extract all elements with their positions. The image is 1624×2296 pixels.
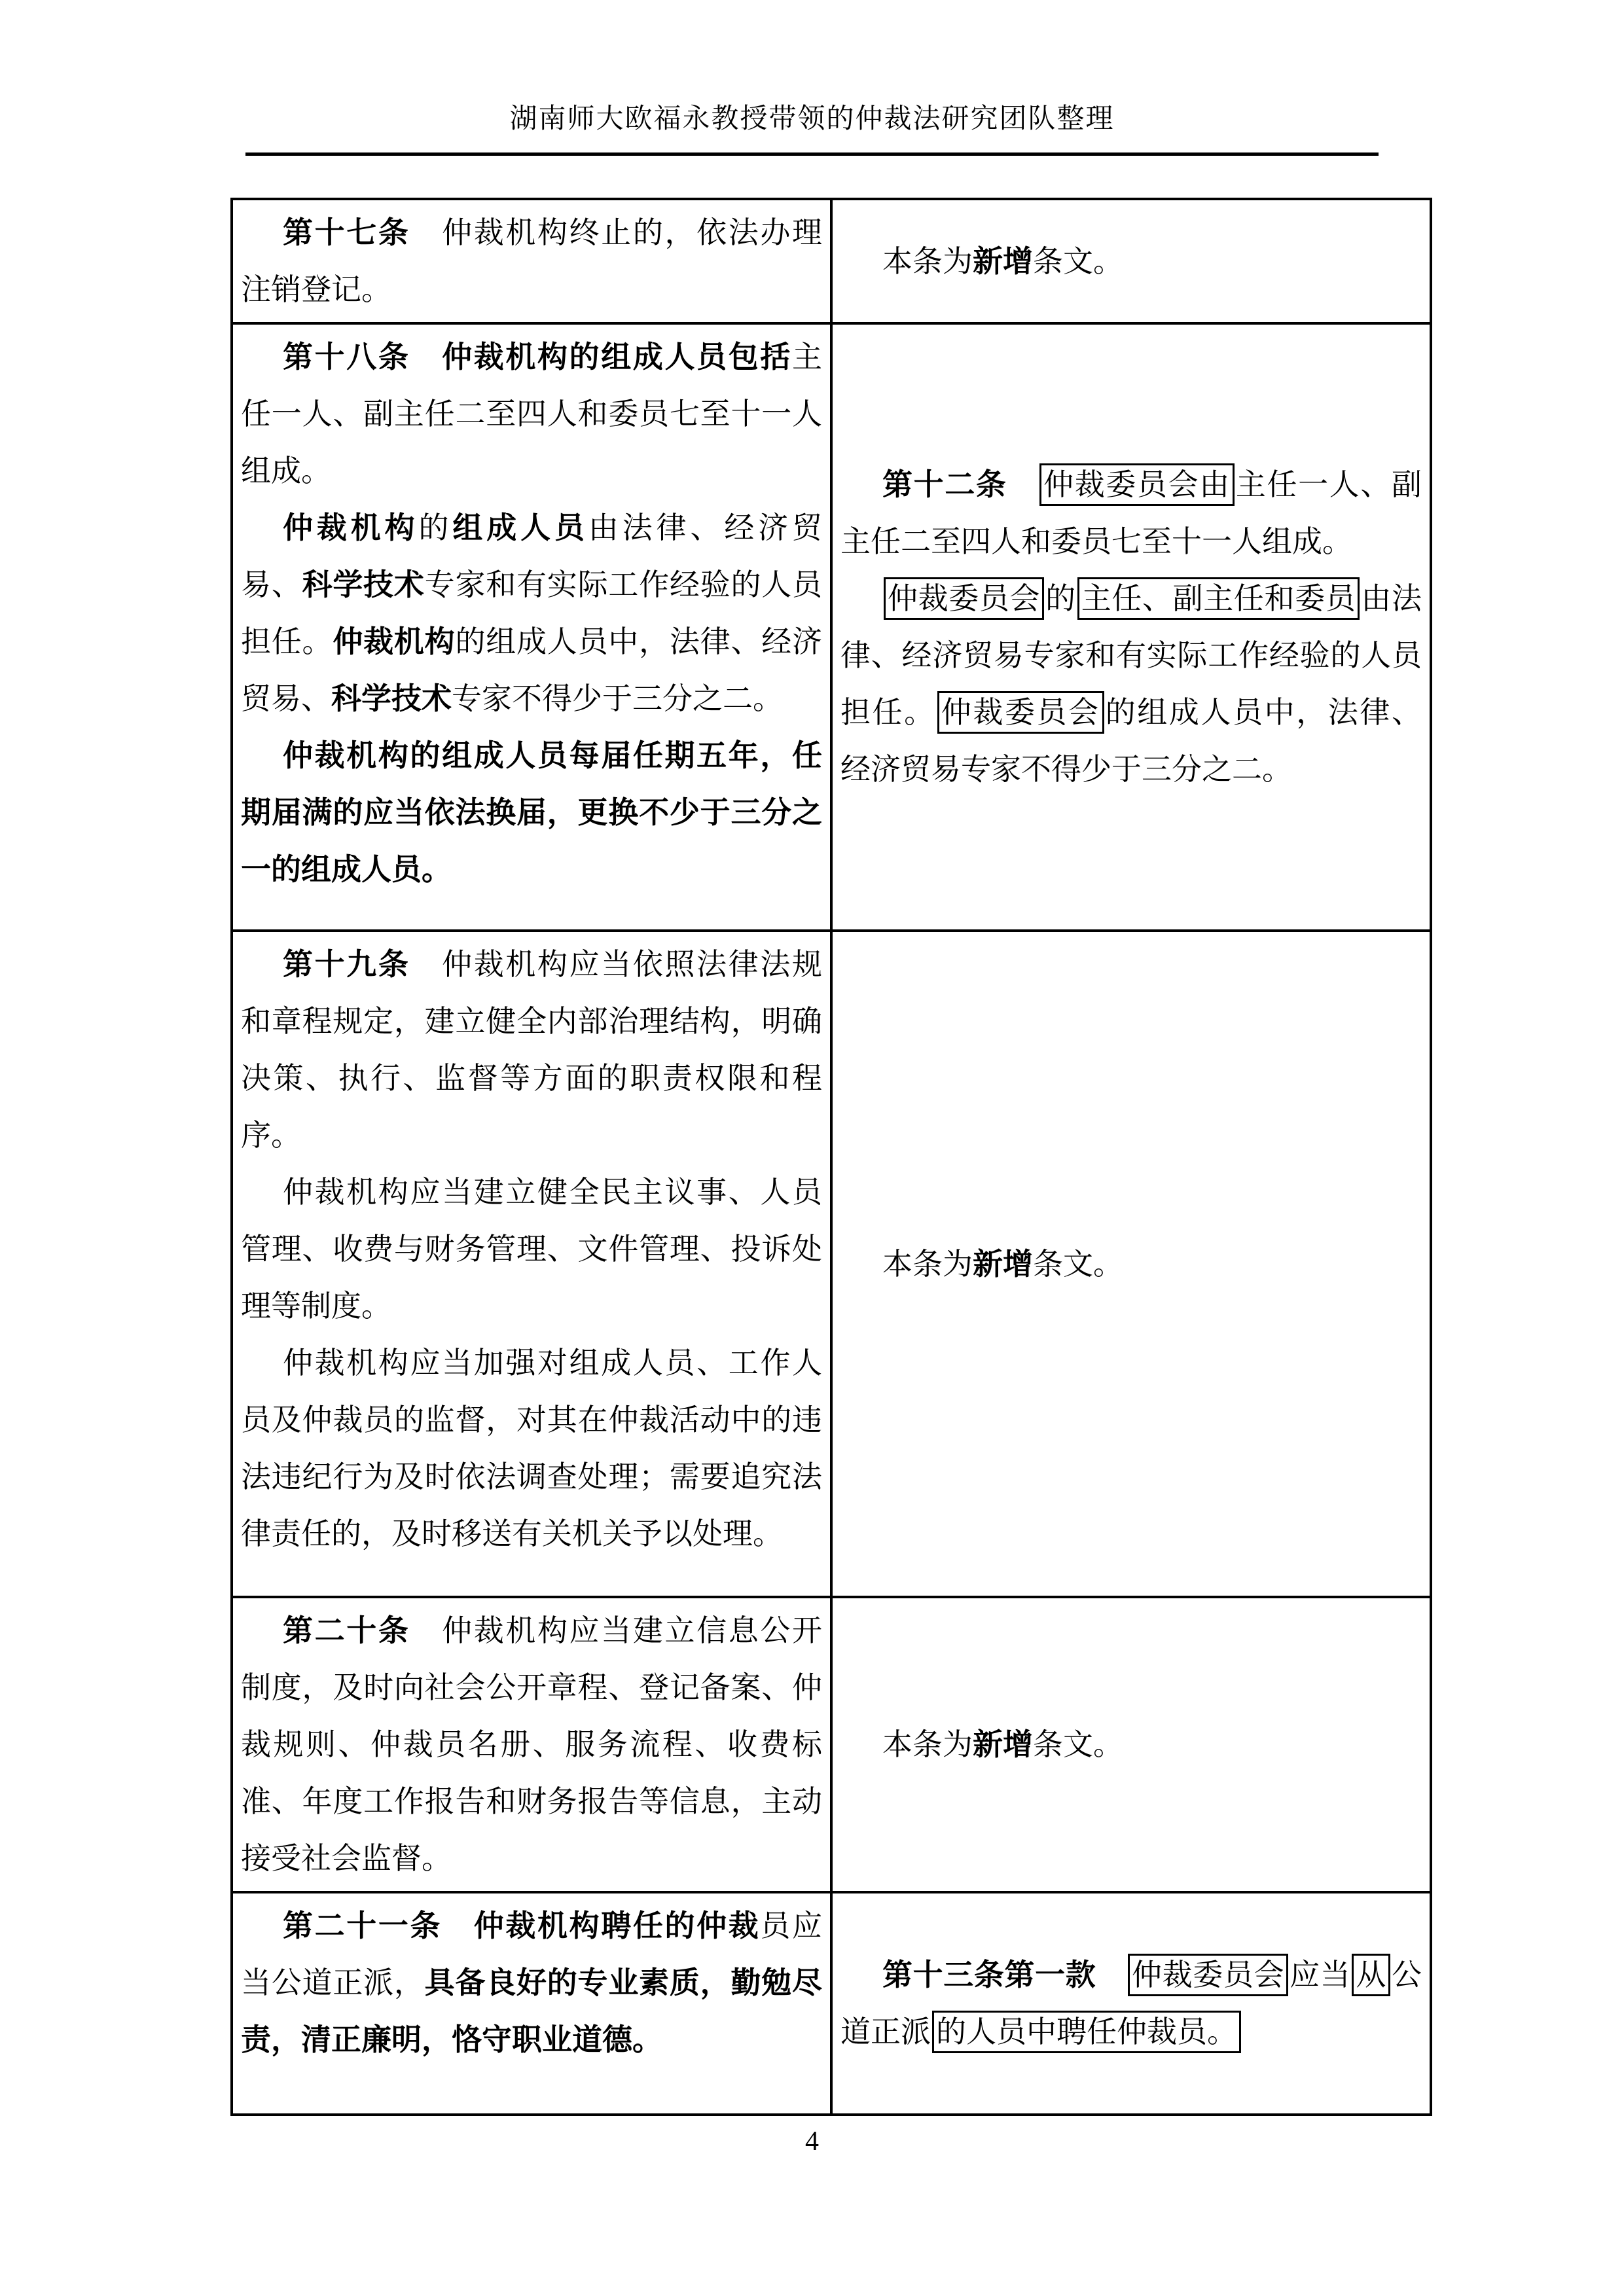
header-rule: [245, 152, 1379, 156]
boxed-text: 从: [1352, 1954, 1390, 1996]
comparison-table: [230, 198, 1432, 2116]
text-run: 本条为: [882, 1728, 973, 1761]
text-run: 本条为: [882, 1247, 973, 1281]
text-run: 的: [418, 511, 453, 545]
table-row: [232, 1597, 1431, 1892]
text-run: 条文。: [1033, 244, 1123, 278]
text-run: 由法律、经济贸易专家和有实际工作经验的人员担任。: [840, 582, 1422, 729]
bold-text: 第十九条: [283, 948, 442, 981]
boxed-text: 的人员中聘任仲裁员。: [932, 2011, 1241, 2053]
revised-draft-cell: [232, 1597, 831, 1892]
text-run: 仲裁机构应当加强对组成人员、工作人员及仲裁员的监督，对其在仲裁活动中的违法违纪行为及时依法调查处理；需要追究法律责任的，及时移送有关机关予以处理。: [241, 1346, 822, 1551]
current-law-cell: [831, 323, 1431, 931]
bold-text: 组成人员: [452, 511, 588, 545]
text-run: 仲裁机构应当建立信息公开制度，及时向社会公开章程、登记备案、仲裁规则、仲裁员名册、服务流程、收费标准、年度工作报告和财务报告等信息，主动接受社会监督。: [241, 1614, 822, 1875]
bold-text: 新增: [973, 1247, 1033, 1281]
paragraph: [241, 1602, 822, 1887]
paragraph: [241, 727, 822, 898]
paragraph: [241, 1897, 822, 2068]
bold-text: 仲裁机构: [283, 511, 419, 545]
text-run: 仲裁机构应当建立健全民主议事、人员管理、收费与财务管理、文件管理、投诉处理等制度。: [241, 1175, 822, 1323]
table-row: [232, 1892, 1431, 2115]
bold-text: 仲裁机构: [333, 625, 456, 658]
paragraph: [241, 499, 822, 727]
boxed-text: 主任、副主任和委员: [1077, 577, 1360, 620]
table-row: [232, 931, 1431, 1597]
text-run: 条文。: [1033, 1247, 1123, 1281]
page-number: 4: [805, 2126, 819, 2157]
paragraph: [241, 1335, 822, 1562]
bold-text: 仲裁机构的组成人员每届任期五年，任期届满的应当依法换届，更换不少于三分之一的组成人员。: [241, 739, 822, 886]
text-run: 员应当公道正派，: [241, 1909, 822, 2000]
revised-draft-cell: [232, 323, 831, 931]
text-run: 的组成人员中，法律、经济贸易专家不得少于三分之二。: [840, 696, 1422, 786]
current-law-cell: [831, 931, 1431, 1597]
paragraph: [840, 1716, 1422, 1773]
boxed-text: 仲裁委员会: [884, 577, 1044, 620]
text-run: 主任一人、副主任二至四人和委员七至十一人组成。: [241, 340, 822, 488]
boxed-text: 仲裁委员会: [1128, 1954, 1288, 1996]
paragraph: [840, 1236, 1422, 1293]
text-run: 主任一人、副主任二至四人和委员七至十一人组成。: [840, 468, 1422, 558]
bold-text: 具备良好的专业素质，勤勉尽责，清正廉明，恪守职业道德。: [241, 1966, 823, 2056]
bold-text: 科学技术: [331, 682, 452, 715]
table-row: [232, 199, 1431, 323]
text-run: 仲裁机构终止的，依法办理注销登记。: [241, 216, 822, 306]
text-run: 本条为: [882, 244, 973, 278]
bold-text: 第十八条 仲裁机构的组成人员包括: [283, 340, 792, 374]
boxed-text: 仲裁委员会: [937, 691, 1104, 734]
bold-text: 第十七条: [283, 216, 442, 249]
current-law-cell: [831, 1892, 1431, 2115]
text-run: 的: [1045, 582, 1076, 615]
paragraph: [241, 936, 822, 1164]
paragraph: [840, 1946, 1422, 2060]
revised-draft-cell: [232, 1892, 831, 2115]
paragraph: [840, 456, 1422, 570]
paragraph: [241, 329, 822, 499]
text-run: 由法律、经济贸易、: [241, 511, 823, 601]
text-run: 应当: [1290, 1958, 1351, 1992]
revised-draft-cell: [232, 931, 831, 1597]
bold-text: 新增: [973, 1728, 1033, 1761]
paragraph: [241, 204, 822, 318]
revised-draft-cell: [232, 199, 831, 323]
bold-text: 第二十条: [283, 1614, 442, 1647]
bold-text: 第十二条: [882, 468, 1039, 501]
text-run: 仲裁机构应当依照法律法规和章程规定，建立健全内部治理结构，明确决策、执行、监督等方面的职责权限和程序。: [241, 948, 822, 1152]
table-row: [232, 323, 1431, 931]
current-law-cell: [831, 199, 1431, 323]
bold-text: 科学技术: [302, 568, 425, 601]
current-law-cell: [831, 1597, 1431, 1892]
paragraph: [241, 1164, 822, 1335]
bold-text: 第二十一条 仲裁机构聘任的仲裁: [283, 1909, 761, 1943]
document-header: 湖南师大欧福永教授带领的仲裁法研究团队整理: [509, 104, 1115, 134]
bold-text: 第十三条第一款: [882, 1958, 1127, 1992]
bold-text: 新增: [973, 244, 1033, 278]
paragraph: [840, 233, 1422, 290]
boxed-text: 仲裁委员会由: [1039, 463, 1235, 506]
text-run: 条文。: [1033, 1728, 1123, 1761]
text-run: 专家和有实际工作经验的人员担任。: [241, 568, 823, 658]
text-run: 专家不得少于三分之二。: [452, 682, 783, 715]
text-run: 的组成人员中，法律、经济贸易、: [241, 625, 823, 715]
text-run: 公道正派: [840, 1958, 1422, 2049]
paragraph: [840, 570, 1422, 798]
